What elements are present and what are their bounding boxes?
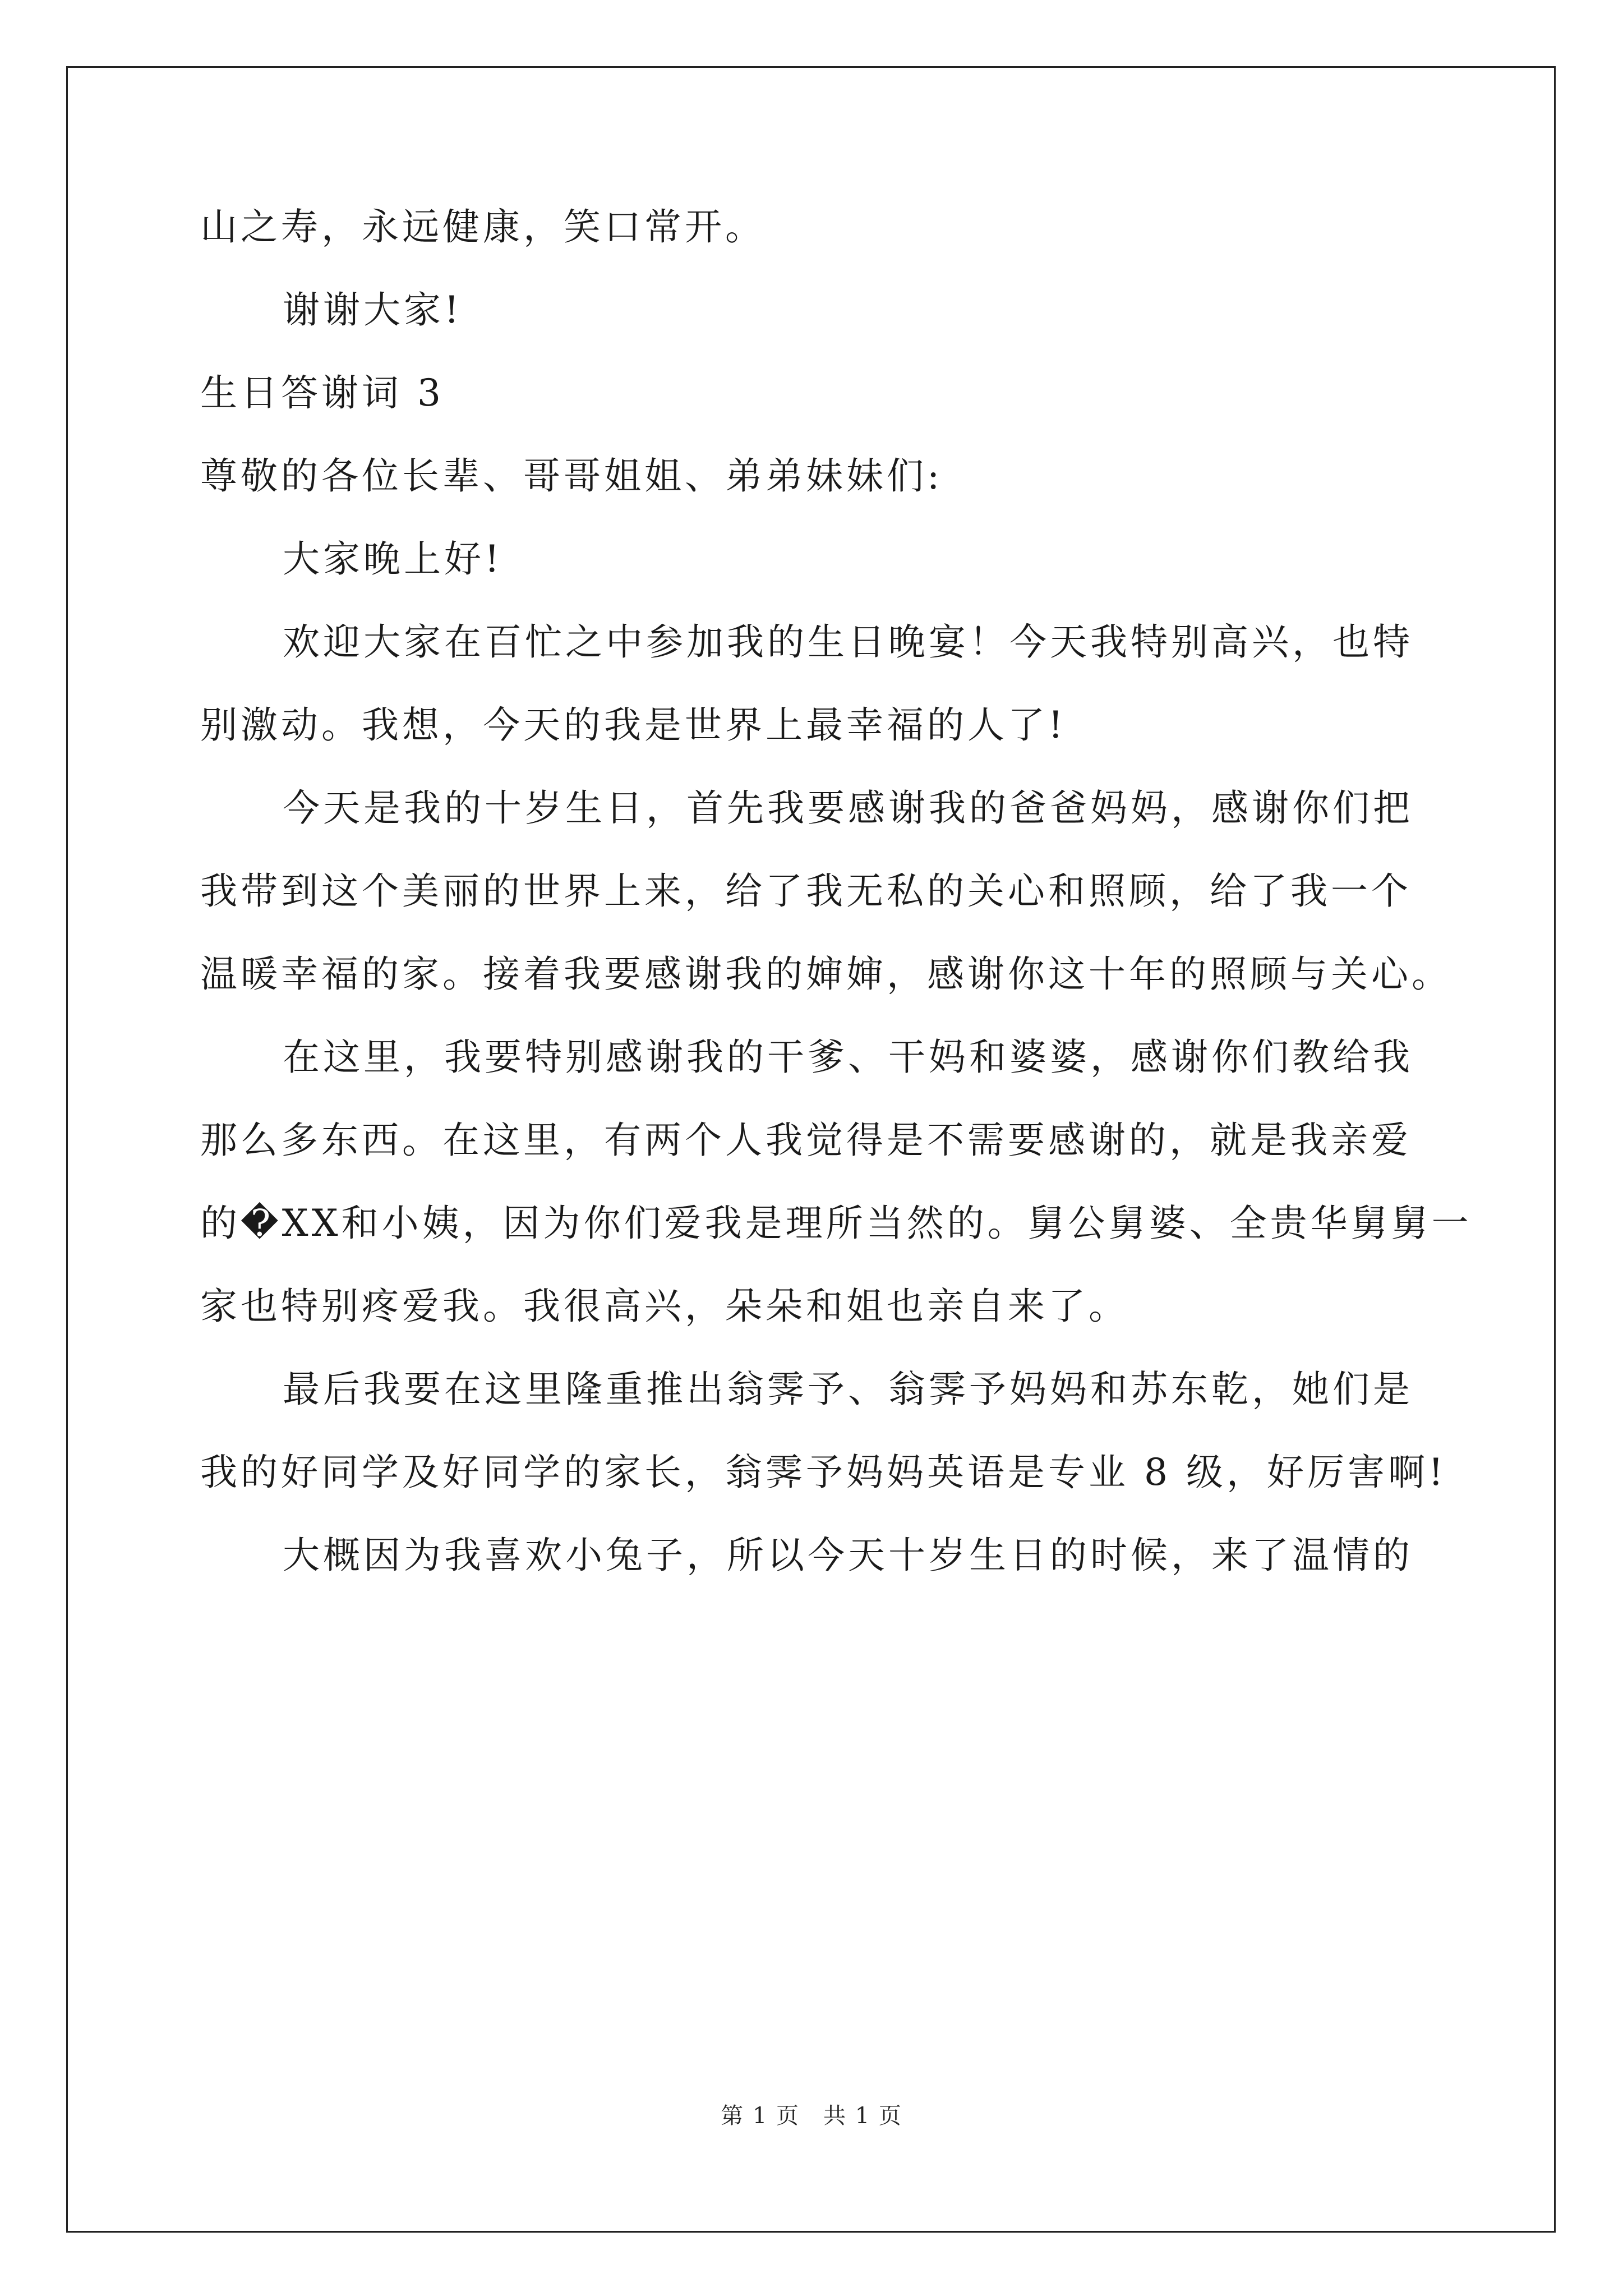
text-line: 我带到这个美丽的世界上来，给了我无私的关心和照顾，给了我一个 bbox=[200, 869, 1412, 913]
text-line: 我的好同学及好同学的家长，翁霁予妈妈英语是专业 8 级，好厉害啊! bbox=[200, 1451, 1447, 1494]
text-line: 欢迎大家在百忙之中参加我的生日晚宴！今天我特别高兴，也特 bbox=[283, 620, 1413, 664]
text-line: 最后我要在这里隆重推出翁霁予、翁霁予妈妈和苏东乾，她们是 bbox=[283, 1368, 1413, 1411]
page-footer: 第 1 页 共 1 页 bbox=[721, 2103, 902, 2129]
text-line: 的�XX和小姨，因为你们爱我是理所当然的。舅公舅婆、全贵华舅舅一 bbox=[200, 1202, 1472, 1245]
text-line: 那么多东西。在这里，有两个人我觉得是不需要感谢的，就是我亲爱 bbox=[200, 1119, 1412, 1162]
text-line: 在这里，我要特别感谢我的干爹、干妈和婆婆，感谢你们教给我 bbox=[283, 1036, 1413, 1079]
text-line: 今天是我的十岁生日，首先我要感谢我的爸爸妈妈，感谢你们把 bbox=[283, 786, 1413, 830]
text-line: 温暖幸福的家。接着我要感谢我的婶婶，感谢你这十年的照顾与关心。 bbox=[200, 953, 1452, 996]
section-heading: 生日答谢词 3 bbox=[200, 371, 444, 415]
text-line: 家也特别疼爱我。我很高兴，朵朵和姐也亲自来了。 bbox=[200, 1285, 1129, 1328]
text-line: 大概因为我喜欢小兔子，所以今天十岁生日的时候，来了温情的 bbox=[283, 1534, 1413, 1577]
salutation: 尊敬的各位长辈、哥哥姐姐、弟弟妹妹们: bbox=[200, 454, 943, 498]
text-line: 山之寿，永远健康，笑口常开。 bbox=[200, 205, 766, 249]
text-line: 谢谢大家! bbox=[283, 288, 463, 332]
text-line: 别激动。我想，今天的我是世界上最幸福的人了! bbox=[200, 703, 1067, 747]
text-line: 大家晚上好! bbox=[283, 537, 503, 581]
